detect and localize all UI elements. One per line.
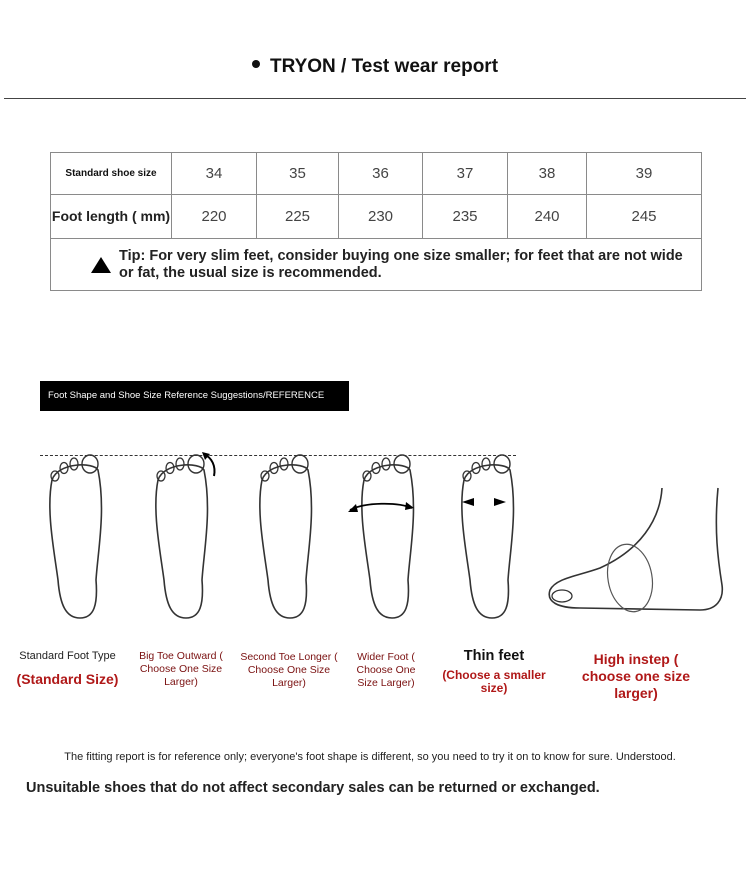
size-cell: 37 — [423, 153, 508, 195]
page-title: TRYON / Test wear report — [0, 56, 750, 78]
size-cell: 39 — [587, 153, 702, 195]
size-cell: 36 — [339, 153, 423, 195]
foot-standard-icon — [50, 455, 102, 618]
foot-type-high-instep: High instep ( choose one size larger) — [581, 651, 691, 701]
foot-type-second-toe-longer: Second Toe Longer ( Choose One Size Larger) — [240, 651, 338, 689]
size-cell: 34 — [172, 153, 257, 195]
foot-type-big-toe-outward: Big Toe Outward ( Choose One Size Larger) — [139, 650, 223, 688]
foot-type-thin: Thin feet (Choose a smaller size) — [442, 648, 546, 695]
bullet-dot-icon — [252, 60, 260, 68]
foot-wider-icon — [348, 455, 414, 618]
size-cell: 38 — [508, 153, 587, 195]
length-cell: 225 — [257, 195, 339, 239]
table-row — [51, 153, 702, 195]
foot-illustrations — [0, 440, 750, 630]
table-row — [51, 195, 702, 239]
reference-banner: Foot Shape and Shoe Size Reference Suggestions/REFERENCE — [40, 381, 349, 411]
size-table — [50, 152, 702, 291]
fitting-note: The fitting report is for reference only; everyone's foot shape is different, so you need to try it on to know for sure. Understood. — [64, 751, 676, 763]
foot-big-toe-outward-icon — [156, 452, 215, 618]
return-policy: Unsuitable shoes that do not affect secondary sales can be returned or exchanged. — [26, 780, 600, 796]
foot-second-toe-longer-icon — [260, 455, 312, 618]
length-cell: 240 — [508, 195, 587, 239]
table-row-tip — [51, 239, 702, 291]
row-header-foot-length: Foot length ( mm) — [51, 195, 172, 239]
warning-triangle-icon — [91, 257, 111, 273]
header-divider — [4, 98, 746, 99]
foot-type-wider: Wider Foot ( Choose One Size Larger) — [356, 651, 416, 689]
foot-high-instep-icon — [549, 488, 722, 615]
length-cell: 230 — [339, 195, 423, 239]
foot-thin-icon — [462, 455, 514, 618]
foot-type-standard: Standard Foot Type (Standard Size) — [16, 650, 119, 687]
length-cell: 235 — [423, 195, 508, 239]
length-cell: 245 — [587, 195, 702, 239]
row-header-shoe-size: Standard shoe size — [51, 153, 172, 195]
tip-text: Tip: For very slim feet, consider buying one size smaller; for feet that are not wide or fat, the usual size is recommended. — [119, 247, 683, 281]
length-cell: 220 — [172, 195, 257, 239]
size-cell: 35 — [257, 153, 339, 195]
